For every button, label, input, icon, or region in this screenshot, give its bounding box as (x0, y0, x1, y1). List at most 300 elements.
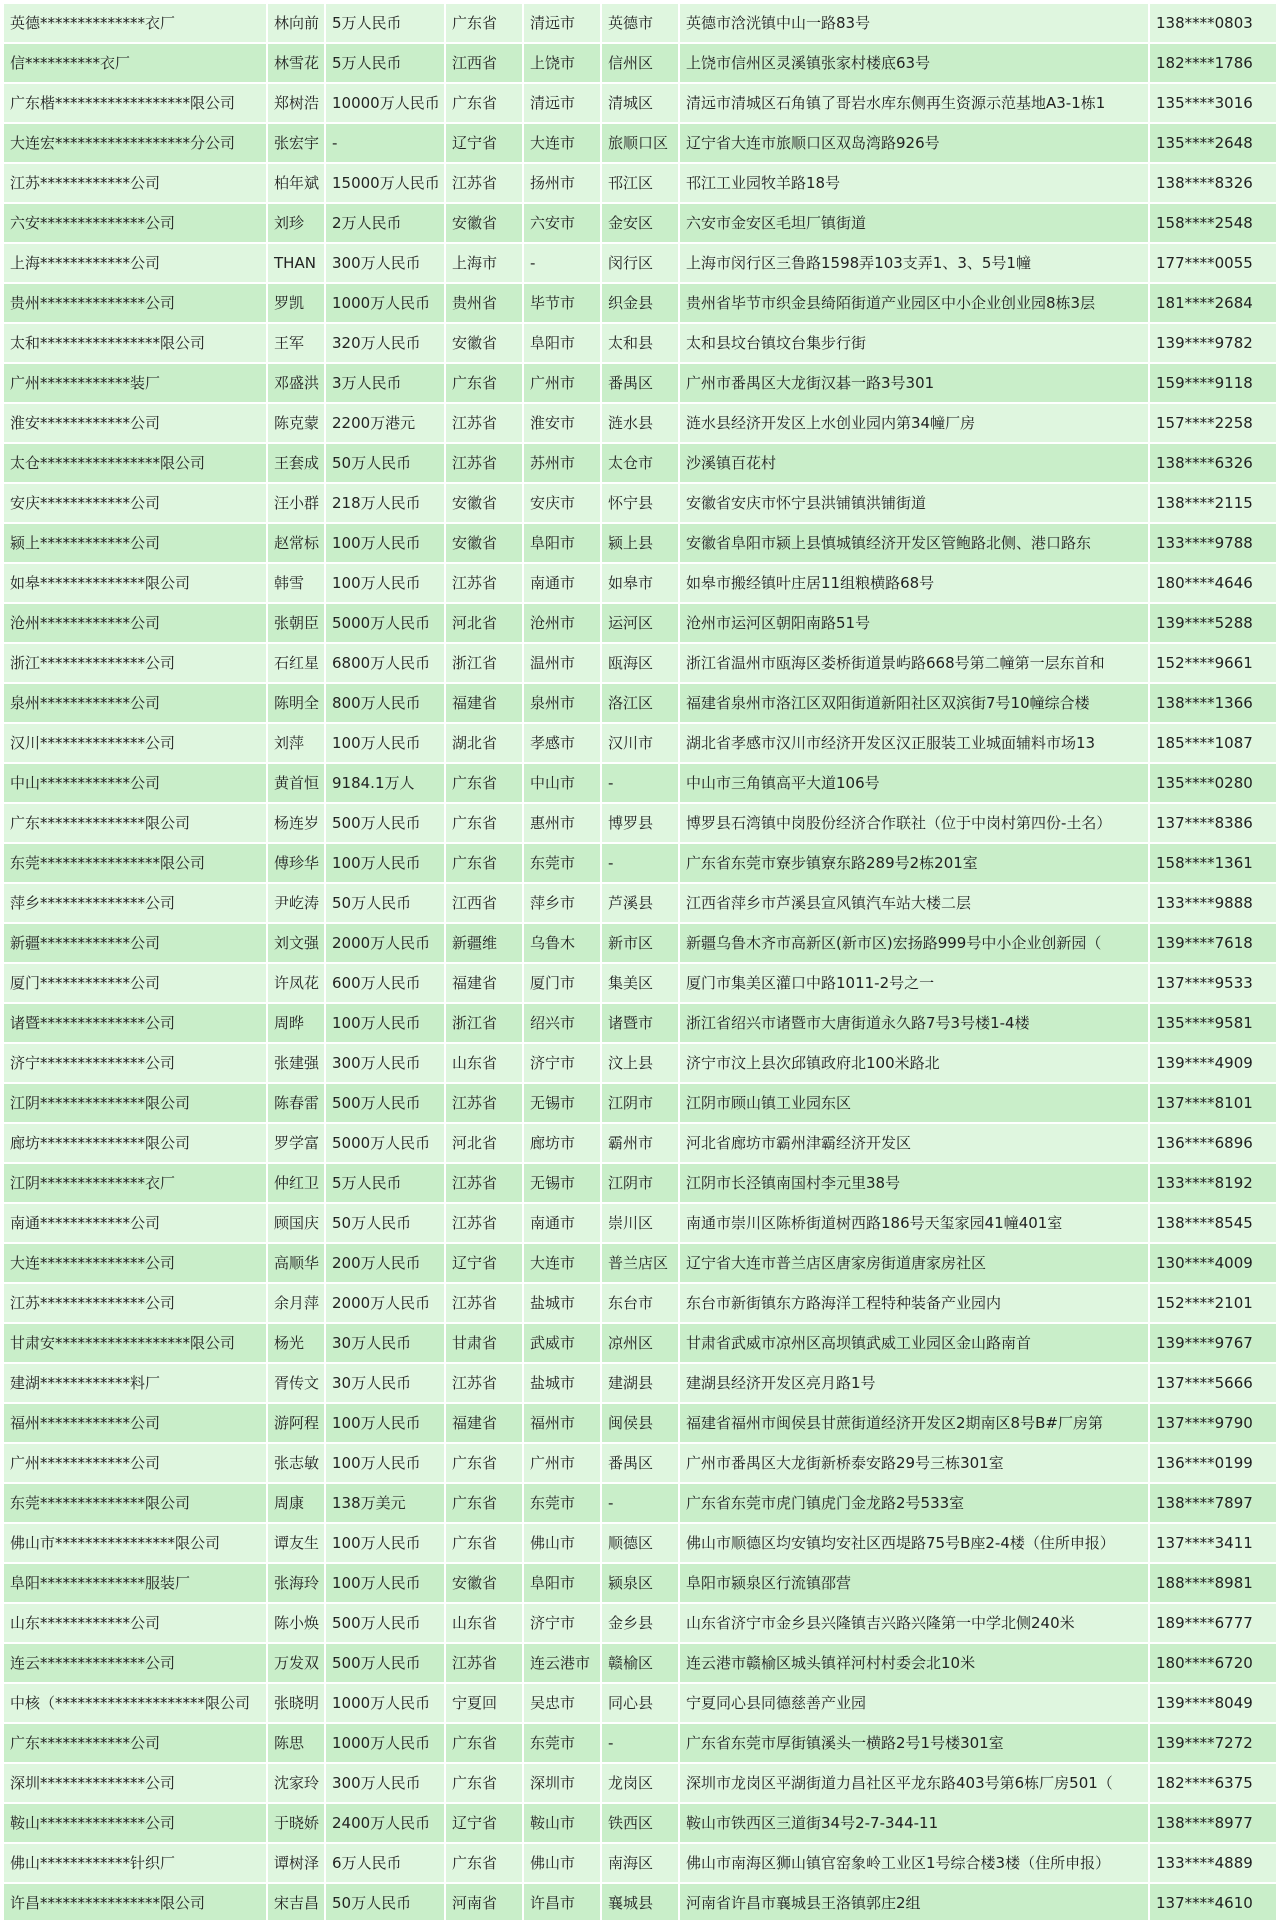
cell-district: 龙岗区 (602, 1764, 678, 1802)
table-row (4, 724, 1276, 762)
cell-city: 深圳市 (524, 1764, 600, 1802)
cell-company-name: 颍上************公司 (4, 524, 266, 562)
cell-address: 贵州省毕节市织金县绮陌街道产业园区中小企业创业园8栋3层 (680, 284, 1148, 322)
cell-city: 阜阳市 (524, 524, 600, 562)
cell-province: 广东省 (446, 84, 522, 122)
cell-province: 广东省 (446, 1524, 522, 1562)
cell-phone: 152****9661 (1150, 644, 1276, 682)
cell-legal-person: 顾国庆 (268, 1204, 324, 1242)
cell-legal-person: 余月萍 (268, 1284, 324, 1322)
cell-province: 河北省 (446, 1124, 522, 1162)
cell-city: 许昌市 (524, 1884, 600, 1920)
cell-company-name: 南通************公司 (4, 1204, 266, 1242)
cell-address: 安徽省安庆市怀宁县洪铺镇洪铺街道 (680, 484, 1148, 522)
cell-legal-person: 张志敏 (268, 1444, 324, 1482)
cell-province: 广东省 (446, 804, 522, 842)
cell-city: 盐城市 (524, 1284, 600, 1322)
table-row (4, 524, 1276, 562)
cell-address: 宁夏同心县同德慈善产业园 (680, 1684, 1148, 1722)
cell-address: 河北省廊坊市霸州津霸经济开发区 (680, 1124, 1148, 1162)
cell-address: 沧州市运河区朝阳南路51号 (680, 604, 1148, 642)
cell-district: 金安区 (602, 204, 678, 242)
cell-phone: 137****8101 (1150, 1084, 1276, 1122)
cell-registered-capital: 30万人民币 (326, 1324, 444, 1362)
cell-company-name: 山东************公司 (4, 1604, 266, 1642)
cell-phone: 136****0199 (1150, 1444, 1276, 1482)
cell-phone: 138****0803 (1150, 4, 1276, 42)
cell-city: 南通市 (524, 564, 600, 602)
cell-phone: 189****6777 (1150, 1604, 1276, 1642)
cell-district: 信州区 (602, 44, 678, 82)
cell-address: 清远市清城区石角镇了哥岩水库东侧再生资源示范基地A3-1栋1 (680, 84, 1148, 122)
cell-registered-capital: 50万人民币 (326, 1204, 444, 1242)
table-row (4, 1484, 1276, 1522)
cell-city: 广州市 (524, 1444, 600, 1482)
cell-legal-person: 许凤花 (268, 964, 324, 1002)
cell-city: 吴忠市 (524, 1684, 600, 1722)
table-row (4, 1164, 1276, 1202)
cell-registered-capital: 1000万人民币 (326, 1724, 444, 1762)
table-row (4, 244, 1276, 282)
table-row (4, 1604, 1276, 1642)
cell-address: 如皋市搬经镇叶庄居11组粮横路68号 (680, 564, 1148, 602)
cell-city: 中山市 (524, 764, 600, 802)
cell-company-name: 建湖************料厂 (4, 1364, 266, 1402)
cell-address: 厦门市集美区灌口中路1011-2号之一 (680, 964, 1148, 1002)
cell-phone: 177****0055 (1150, 244, 1276, 282)
cell-phone: 139****4909 (1150, 1044, 1276, 1082)
table-row (4, 404, 1276, 442)
table-row (4, 1404, 1276, 1442)
table-row (4, 1364, 1276, 1402)
cell-registered-capital: 50万人民币 (326, 1884, 444, 1920)
table-body (4, 4, 1276, 1920)
cell-address: 沙溪镇百花村 (680, 444, 1148, 482)
cell-address: 广东省东莞市厚街镇溪头一横路2号1号楼301室 (680, 1724, 1148, 1762)
table-row (4, 964, 1276, 1002)
cell-address: 博罗县石湾镇中岗股份经济合作联社（位于中岗村第四份-土名） (680, 804, 1148, 842)
cell-address: 辽宁省大连市普兰店区唐家房街道唐家房社区 (680, 1244, 1148, 1282)
table-row (4, 1084, 1276, 1122)
cell-phone: 157****2258 (1150, 404, 1276, 442)
cell-registered-capital: 300万人民币 (326, 1044, 444, 1082)
cell-registered-capital: 200万人民币 (326, 1244, 444, 1282)
cell-district: 博罗县 (602, 804, 678, 842)
cell-phone: 139****7272 (1150, 1724, 1276, 1762)
cell-company-name: 安庆************公司 (4, 484, 266, 522)
cell-district: 赣榆区 (602, 1644, 678, 1682)
cell-company-name: 汉川**************公司 (4, 724, 266, 762)
cell-registered-capital: 500万人民币 (326, 804, 444, 842)
cell-district: 如皋市 (602, 564, 678, 602)
cell-city: 阜阳市 (524, 324, 600, 362)
cell-province: 安徽省 (446, 324, 522, 362)
table-row (4, 1284, 1276, 1322)
cell-district: 织金县 (602, 284, 678, 322)
cell-province: 江苏省 (446, 564, 522, 602)
cell-district: 运河区 (602, 604, 678, 642)
cell-address: 辽宁省大连市旅顺口区双岛湾路926号 (680, 124, 1148, 162)
cell-phone: 180****4646 (1150, 564, 1276, 602)
cell-district: 襄城县 (602, 1884, 678, 1920)
cell-company-name: 廊坊**************限公司 (4, 1124, 266, 1162)
cell-legal-person: 胥传文 (268, 1364, 324, 1402)
cell-legal-person: 郑树浩 (268, 84, 324, 122)
cell-registered-capital: 100万人民币 (326, 564, 444, 602)
cell-company-name: 中山************公司 (4, 764, 266, 802)
cell-company-name: 太仓****************限公司 (4, 444, 266, 482)
cell-company-name: 江阴**************限公司 (4, 1084, 266, 1122)
cell-legal-person: 陈克蒙 (268, 404, 324, 442)
table-row (4, 844, 1276, 882)
cell-city: 盐城市 (524, 1364, 600, 1402)
cell-district: 邗江区 (602, 164, 678, 202)
cell-city: 厦门市 (524, 964, 600, 1002)
cell-company-name: 许昌****************限公司 (4, 1884, 266, 1920)
cell-district: 江阴市 (602, 1084, 678, 1122)
cell-company-name: 泉州************公司 (4, 684, 266, 722)
cell-phone: 180****6720 (1150, 1644, 1276, 1682)
cell-district: 集美区 (602, 964, 678, 1002)
cell-registered-capital: 30万人民币 (326, 1364, 444, 1402)
cell-address: 建湖县经济开发区亮月路1号 (680, 1364, 1148, 1402)
cell-province: 江西省 (446, 44, 522, 82)
cell-company-name: 阜阳**************服装厂 (4, 1564, 266, 1602)
cell-phone: 182****6375 (1150, 1764, 1276, 1802)
cell-registered-capital: 138万美元 (326, 1484, 444, 1522)
cell-legal-person: 石红星 (268, 644, 324, 682)
cell-address: 浙江省绍兴市诸暨市大唐街道永久路7号3号楼1-4楼 (680, 1004, 1148, 1042)
cell-legal-person: 周康 (268, 1484, 324, 1522)
cell-province: 江苏省 (446, 444, 522, 482)
cell-province: 辽宁省 (446, 1804, 522, 1842)
cell-district: 旅顺口区 (602, 124, 678, 162)
cell-phone: 159****9118 (1150, 364, 1276, 402)
cell-city: 绍兴市 (524, 1004, 600, 1042)
cell-company-name: 东莞**************限公司 (4, 1484, 266, 1522)
cell-legal-person: 游阿程 (268, 1404, 324, 1442)
cell-legal-person: 张海玲 (268, 1564, 324, 1602)
cell-city: 福州市 (524, 1404, 600, 1442)
cell-province: 广东省 (446, 844, 522, 882)
cell-company-name: 浙江**************公司 (4, 644, 266, 682)
table-row (4, 164, 1276, 202)
cell-registered-capital: 5万人民币 (326, 44, 444, 82)
table-row (4, 924, 1276, 962)
cell-legal-person: 黄首恒 (268, 764, 324, 802)
cell-district: 太和县 (602, 324, 678, 362)
cell-district: 凉州区 (602, 1324, 678, 1362)
cell-district: 怀宁县 (602, 484, 678, 522)
cell-address: 南通市崇川区陈桥街道树西路186号天玺家园41幢401室 (680, 1204, 1148, 1242)
cell-city: 东莞市 (524, 1724, 600, 1762)
cell-phone: 133****4889 (1150, 1844, 1276, 1882)
cell-phone: 138****8326 (1150, 164, 1276, 202)
cell-province: 江苏省 (446, 1644, 522, 1682)
cell-province: 广东省 (446, 4, 522, 42)
cell-city: 温州市 (524, 644, 600, 682)
cell-phone: 133****8192 (1150, 1164, 1276, 1202)
cell-province: 江苏省 (446, 164, 522, 202)
cell-province: 新疆维 (446, 924, 522, 962)
table-row (4, 1884, 1276, 1920)
cell-phone: 137****3411 (1150, 1524, 1276, 1562)
cell-phone: 136****6896 (1150, 1124, 1276, 1162)
cell-district: 同心县 (602, 1684, 678, 1722)
cell-city: 济宁市 (524, 1604, 600, 1642)
cell-city: 扬州市 (524, 164, 600, 202)
cell-city: - (524, 244, 600, 282)
cell-company-name: 诸暨**************公司 (4, 1004, 266, 1042)
cell-company-name: 广东楷******************限公司 (4, 84, 266, 122)
cell-company-name: 深圳**************公司 (4, 1764, 266, 1802)
cell-province: 河北省 (446, 604, 522, 642)
cell-registered-capital: 1000万人民币 (326, 284, 444, 322)
cell-district: 闵行区 (602, 244, 678, 282)
cell-phone: 137****9533 (1150, 964, 1276, 1002)
cell-address: 阜阳市颍泉区行流镇邵营 (680, 1564, 1148, 1602)
cell-city: 沧州市 (524, 604, 600, 642)
cell-province: 江苏省 (446, 1284, 522, 1322)
cell-city: 鞍山市 (524, 1804, 600, 1842)
cell-district: 霸州市 (602, 1124, 678, 1162)
cell-province: 江西省 (446, 884, 522, 922)
cell-district: 汶上县 (602, 1044, 678, 1082)
cell-legal-person: 杨光 (268, 1324, 324, 1362)
cell-district: 瓯海区 (602, 644, 678, 682)
cell-registered-capital: 100万人民币 (326, 1444, 444, 1482)
cell-address: 江阴市顾山镇工业园东区 (680, 1084, 1148, 1122)
cell-district: 芦溪县 (602, 884, 678, 922)
cell-company-name: 淮安************公司 (4, 404, 266, 442)
cell-city: 广州市 (524, 364, 600, 402)
cell-legal-person: 张建强 (268, 1044, 324, 1082)
cell-province: 江苏省 (446, 1204, 522, 1242)
cell-city: 东莞市 (524, 844, 600, 882)
cell-registered-capital: - (326, 124, 444, 162)
cell-province: 安徽省 (446, 204, 522, 242)
cell-address: 福建省福州市闽侯县甘蔗街道经济开发区2期南区8号B#厂房第 (680, 1404, 1148, 1442)
cell-province: 广东省 (446, 1444, 522, 1482)
cell-phone: 137****5666 (1150, 1364, 1276, 1402)
cell-province: 福建省 (446, 964, 522, 1002)
cell-legal-person: 刘珍 (268, 204, 324, 242)
cell-legal-person: 刘文强 (268, 924, 324, 962)
cell-phone: 152****2101 (1150, 1284, 1276, 1322)
cell-city: 安庆市 (524, 484, 600, 522)
cell-district: 颍泉区 (602, 1564, 678, 1602)
cell-legal-person: 陈小焕 (268, 1604, 324, 1642)
cell-phone: 182****1786 (1150, 44, 1276, 82)
cell-address: 东台市新街镇东方路海洋工程特种装备产业园内 (680, 1284, 1148, 1322)
cell-district: - (602, 1484, 678, 1522)
cell-province: 浙江省 (446, 644, 522, 682)
cell-phone: 139****8049 (1150, 1684, 1276, 1722)
cell-phone: 188****8981 (1150, 1564, 1276, 1602)
cell-address: 广东省东莞市寮步镇寮东路289号2栋201室 (680, 844, 1148, 882)
cell-company-name: 东莞****************限公司 (4, 844, 266, 882)
cell-company-name: 六安**************公司 (4, 204, 266, 242)
cell-city: 毕节市 (524, 284, 600, 322)
cell-address: 英德市浛洸镇中山一路83号 (680, 4, 1148, 42)
cell-legal-person: 张晓明 (268, 1684, 324, 1722)
cell-company-name: 贵州**************公司 (4, 284, 266, 322)
cell-registered-capital: 5万人民币 (326, 4, 444, 42)
cell-company-name: 信**********衣厂 (4, 44, 266, 82)
cell-district: 闽侯县 (602, 1404, 678, 1442)
cell-registered-capital: 100万人民币 (326, 524, 444, 562)
cell-phone: 138****8977 (1150, 1804, 1276, 1842)
cell-registered-capital: 2400万人民币 (326, 1804, 444, 1842)
table-row (4, 364, 1276, 402)
cell-district: - (602, 1724, 678, 1762)
cell-legal-person: 谭树泽 (268, 1844, 324, 1882)
cell-phone: 181****2684 (1150, 284, 1276, 322)
cell-phone: 139****9767 (1150, 1324, 1276, 1362)
cell-province: 安徽省 (446, 1564, 522, 1602)
cell-city: 清远市 (524, 84, 600, 122)
cell-company-name: 甘肃安******************限公司 (4, 1324, 266, 1362)
cell-registered-capital: 600万人民币 (326, 964, 444, 1002)
cell-legal-person: 陈明全 (268, 684, 324, 722)
cell-district: - (602, 844, 678, 882)
cell-company-name: 济宁**************公司 (4, 1044, 266, 1082)
cell-company-name: 大连宏******************分公司 (4, 124, 266, 162)
table-row (4, 1444, 1276, 1482)
cell-registered-capital: 2000万人民币 (326, 1284, 444, 1322)
cell-company-name: 广东**************限公司 (4, 804, 266, 842)
cell-address: 涟水县经济开发区上水创业园内第34幢厂房 (680, 404, 1148, 442)
cell-registered-capital: 100万人民币 (326, 1404, 444, 1442)
cell-district: 新市区 (602, 924, 678, 962)
cell-phone: 133****9788 (1150, 524, 1276, 562)
cell-address: 广东省东莞市虎门镇虎门金龙路2号533室 (680, 1484, 1148, 1522)
cell-registered-capital: 2万人民币 (326, 204, 444, 242)
cell-legal-person: 刘萍 (268, 724, 324, 762)
cell-phone: 138****6326 (1150, 444, 1276, 482)
cell-phone: 139****5288 (1150, 604, 1276, 642)
cell-province: 广东省 (446, 1484, 522, 1522)
cell-registered-capital: 2200万港元 (326, 404, 444, 442)
cell-district: 顺德区 (602, 1524, 678, 1562)
table-row (4, 1124, 1276, 1162)
cell-district: 普兰店区 (602, 1244, 678, 1282)
cell-city: 武威市 (524, 1324, 600, 1362)
cell-registered-capital: 5000万人民币 (326, 604, 444, 642)
cell-phone: 138****1366 (1150, 684, 1276, 722)
cell-address: 江西省萍乡市芦溪县宣风镇汽车站大楼二层 (680, 884, 1148, 922)
cell-legal-person: 林雪花 (268, 44, 324, 82)
cell-registered-capital: 5000万人民币 (326, 1124, 444, 1162)
cell-registered-capital: 6800万人民币 (326, 644, 444, 682)
cell-city: 乌鲁木 (524, 924, 600, 962)
cell-legal-person: 尹屹涛 (268, 884, 324, 922)
cell-city: 泉州市 (524, 684, 600, 722)
cell-legal-person: 陈思 (268, 1724, 324, 1762)
cell-legal-person: 杨连岁 (268, 804, 324, 842)
table-row (4, 1324, 1276, 1362)
cell-legal-person: 王套成 (268, 444, 324, 482)
cell-district: 洛江区 (602, 684, 678, 722)
cell-address: 福建省泉州市洛江区双阳街道新阳社区双滨街7号10幢综合楼 (680, 684, 1148, 722)
cell-district: - (602, 764, 678, 802)
cell-registered-capital: 300万人民币 (326, 1764, 444, 1802)
cell-city: 东莞市 (524, 1484, 600, 1522)
cell-city: 惠州市 (524, 804, 600, 842)
cell-phone: 138****2115 (1150, 484, 1276, 522)
cell-legal-person: 张朝臣 (268, 604, 324, 642)
cell-legal-person: 宋吉昌 (268, 1884, 324, 1920)
cell-legal-person: 张宏宇 (268, 124, 324, 162)
cell-legal-person: THAN (268, 244, 324, 282)
table-row (4, 884, 1276, 922)
cell-district: 英德市 (602, 4, 678, 42)
cell-district: 江阴市 (602, 1164, 678, 1202)
table-row (4, 1724, 1276, 1762)
cell-company-name: 太和****************限公司 (4, 324, 266, 362)
cell-legal-person: 高顺华 (268, 1244, 324, 1282)
cell-district: 金乡县 (602, 1604, 678, 1642)
cell-legal-person: 沈家玲 (268, 1764, 324, 1802)
table-row (4, 1844, 1276, 1882)
cell-legal-person: 柏年斌 (268, 164, 324, 202)
cell-legal-person: 林向前 (268, 4, 324, 42)
cell-legal-person: 罗学富 (268, 1124, 324, 1162)
cell-province: 安徽省 (446, 524, 522, 562)
cell-province: 上海市 (446, 244, 522, 282)
cell-registered-capital: 100万人民币 (326, 1524, 444, 1562)
cell-legal-person: 罗凯 (268, 284, 324, 322)
cell-city: 清远市 (524, 4, 600, 42)
cell-registered-capital: 500万人民币 (326, 1084, 444, 1122)
cell-province: 江苏省 (446, 1084, 522, 1122)
cell-phone: 139****7618 (1150, 924, 1276, 962)
cell-phone: 135****2648 (1150, 124, 1276, 162)
cell-phone: 138****8545 (1150, 1204, 1276, 1242)
table-row (4, 564, 1276, 602)
cell-company-name: 萍乡**************公司 (4, 884, 266, 922)
table-row (4, 1204, 1276, 1242)
cell-company-name: 广州************装厂 (4, 364, 266, 402)
cell-company-name: 江苏**************公司 (4, 1284, 266, 1322)
table-row (4, 124, 1276, 162)
cell-address: 浙江省温州市瓯海区娄桥街道景屿路668号第二幢第一层东首和 (680, 644, 1148, 682)
table-row (4, 1244, 1276, 1282)
cell-province: 甘肃省 (446, 1324, 522, 1362)
cell-legal-person: 谭友生 (268, 1524, 324, 1562)
cell-registered-capital: 500万人民币 (326, 1644, 444, 1682)
cell-district: 崇川区 (602, 1204, 678, 1242)
table-row (4, 1004, 1276, 1042)
cell-province: 贵州省 (446, 284, 522, 322)
cell-registered-capital: 500万人民币 (326, 1604, 444, 1642)
table-row (4, 644, 1276, 682)
cell-legal-person: 王军 (268, 324, 324, 362)
cell-province: 福建省 (446, 1404, 522, 1442)
table-row (4, 444, 1276, 482)
cell-registered-capital: 320万人民币 (326, 324, 444, 362)
cell-city: 苏州市 (524, 444, 600, 482)
cell-city: 阜阳市 (524, 1564, 600, 1602)
table-row (4, 284, 1276, 322)
cell-address: 河南省许昌市襄城县王洛镇郭庄2组 (680, 1884, 1148, 1920)
cell-district: 铁西区 (602, 1804, 678, 1842)
cell-company-name: 鞍山**************公司 (4, 1804, 266, 1842)
cell-city: 上饶市 (524, 44, 600, 82)
table-row (4, 1564, 1276, 1602)
cell-city: 大连市 (524, 124, 600, 162)
cell-legal-person: 于晓娇 (268, 1804, 324, 1842)
